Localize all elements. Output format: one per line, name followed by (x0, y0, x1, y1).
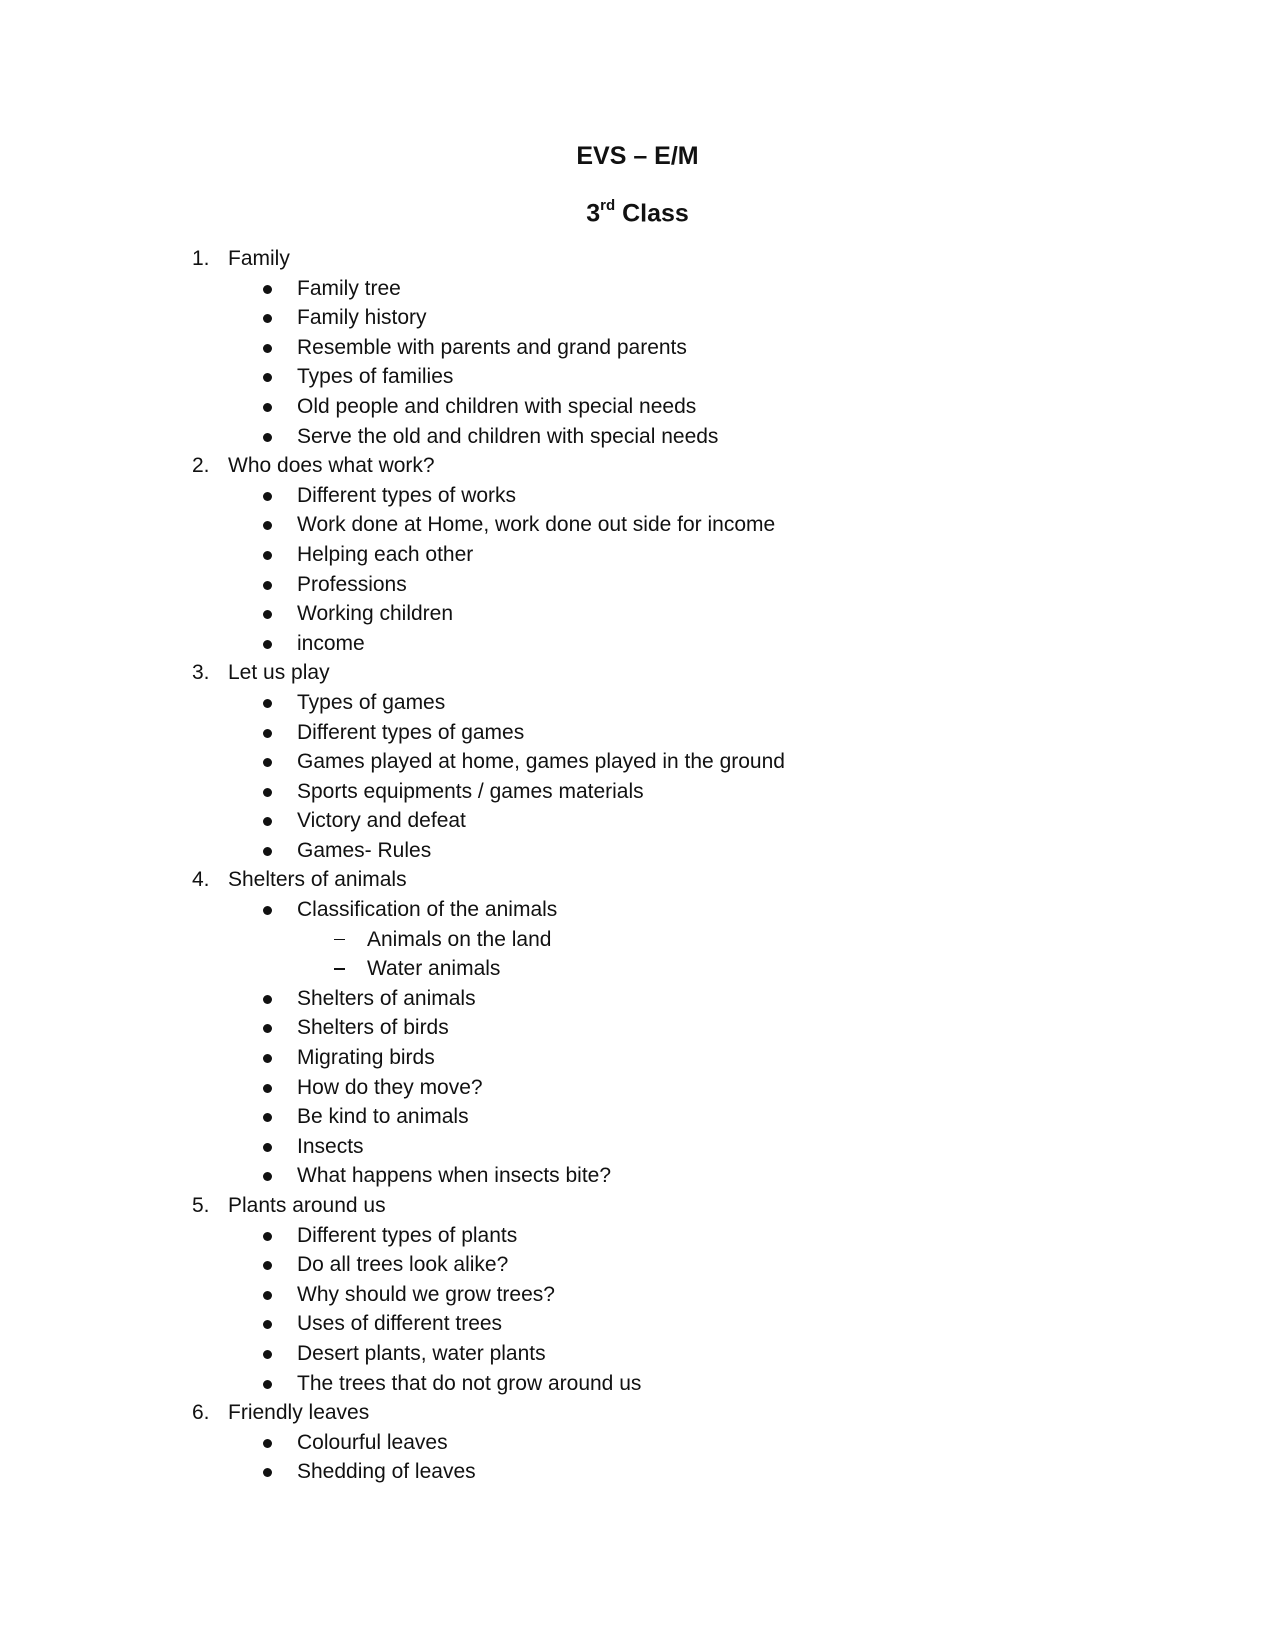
subtopic-item (0, 481, 1275, 511)
subtopic-item (0, 1221, 1275, 1251)
subtopic-item (0, 1043, 1275, 1073)
subtopic-text: Migrating birds (297, 1046, 435, 1070)
topic-number: 1. (192, 247, 210, 270)
topic-item (0, 658, 1275, 688)
bullet-icon (263, 729, 272, 738)
sub-subtopic-item (0, 925, 1275, 955)
subtopic-text: Classification of the animals (297, 898, 558, 922)
bullet-icon (263, 788, 272, 797)
topic-item (0, 1191, 1275, 1221)
bullet-icon (263, 403, 272, 412)
sub-subtopic-text: Water animals (367, 957, 501, 981)
bullet-icon (263, 758, 272, 767)
subtopic-item (0, 1280, 1275, 1310)
bullet-icon (263, 521, 272, 530)
subtopic-item (0, 1013, 1275, 1043)
subtopic-item (0, 688, 1275, 718)
bullet-icon (263, 995, 272, 1004)
subtopic-text: How do they move? (297, 1075, 483, 1099)
subtopic-text: Different types of plants (297, 1223, 518, 1247)
topic-title: Shelters of animals (228, 868, 407, 892)
bullet-icon (263, 1113, 272, 1122)
subtopic-item (0, 777, 1275, 807)
bullet-icon (263, 847, 272, 856)
subtopic-item (0, 836, 1275, 866)
bullet-icon (263, 610, 272, 619)
sub-subtopic-item (0, 954, 1275, 984)
bullet-icon (263, 1320, 272, 1329)
dash-icon (334, 939, 345, 941)
subtopic-item (0, 1250, 1275, 1280)
topic-number: 2. (192, 454, 210, 478)
subtopic-text: Do all trees look alike? (297, 1253, 509, 1277)
subtopic-text: Games played at home, games played in the ground (297, 750, 785, 774)
bullet-icon (263, 1468, 272, 1477)
bullet-icon (263, 1350, 272, 1359)
bullet-icon (263, 581, 272, 590)
subtopic-text: Types of games (297, 690, 446, 714)
class-heading (0, 193, 1275, 228)
subtopic-item (0, 1102, 1275, 1132)
subtopic-item (0, 1132, 1275, 1162)
subtopic-item (0, 984, 1275, 1014)
topic-title: Plants around us (228, 1194, 386, 1217)
subtopic-item (0, 422, 1275, 452)
bullet-icon (263, 817, 272, 826)
class-number: 3 (586, 199, 601, 228)
subtopic-text: income (297, 631, 365, 655)
subtopic-text: Desert plants, water plants (297, 1341, 546, 1365)
bullet-icon (263, 1054, 272, 1063)
subtopic-item (0, 1339, 1275, 1369)
subtopic-text: Resemble with parents and grand parents (297, 335, 687, 359)
subtopic-item (0, 540, 1275, 570)
subtopic-item (0, 510, 1275, 540)
subtopic-text: Colourful leaves (297, 1430, 448, 1454)
subtopic-text: Games- Rules (297, 838, 432, 862)
bullet-icon (263, 344, 272, 353)
subtopic-text: Work done at Home, work done out side for income (297, 513, 776, 537)
class-word: Class (622, 199, 689, 228)
bullet-icon (263, 1380, 272, 1389)
bullet-icon (263, 640, 272, 649)
bullet-icon (263, 314, 272, 323)
subtopic-item (0, 274, 1275, 304)
subtopic-text: Sports equipments / games materials (297, 779, 644, 803)
subtopic-text: Insects (297, 1134, 364, 1158)
subtopic-item (0, 1309, 1275, 1339)
sub-subtopic-text: Animals on the land (367, 927, 552, 951)
bullet-icon (263, 1143, 272, 1152)
subtopic-item (0, 1073, 1275, 1103)
bullet-icon (263, 1291, 272, 1300)
topic-number: 6. (192, 1401, 210, 1425)
subtopic-text: Family history (297, 306, 427, 330)
subtopic-item (0, 1457, 1275, 1487)
topic-item (0, 451, 1275, 481)
topic-item (0, 1398, 1275, 1428)
subtopic-text: Victory and defeat (297, 809, 466, 833)
subtopic-item (0, 392, 1275, 422)
subtopic-text: Serve the old and children with special needs (297, 424, 719, 448)
subtopic-text: Working children (297, 602, 454, 626)
subtopic-text: Professions (297, 572, 407, 596)
subtopic-item (0, 806, 1275, 836)
subtopic-text: What happens when insects bite? (297, 1164, 612, 1188)
subtopic-item (0, 747, 1275, 777)
subtopic-item (0, 629, 1275, 659)
topic-outline (0, 244, 1275, 1487)
bullet-icon (263, 699, 272, 708)
bullet-icon (263, 492, 272, 501)
subtopic-text: Be kind to animals (297, 1105, 469, 1129)
subtopic-text: Why should we grow trees? (297, 1282, 555, 1306)
subtopic-text: Helping each other (297, 542, 474, 566)
bullet-icon (263, 433, 272, 442)
subtopic-text: Shelters of birds (297, 1016, 449, 1040)
topic-title: Let us play (228, 661, 330, 685)
subtopic-item (0, 570, 1275, 600)
subtopic-text: Old people and children with special needs (297, 394, 697, 418)
subtopic-text: Shedding of leaves (297, 1460, 476, 1484)
topic-number: 4. (192, 868, 210, 892)
class-suffix: rd (600, 197, 616, 214)
bullet-icon (263, 906, 272, 915)
bullet-icon (263, 1439, 272, 1448)
bullet-icon (263, 285, 272, 294)
subtopic-text: Different types of games (297, 720, 525, 744)
bullet-icon (263, 1084, 272, 1093)
subtopic-text: Different types of works (297, 483, 517, 507)
subtopic-text: The trees that do not grow around us (297, 1371, 642, 1395)
subtopic-item (0, 599, 1275, 629)
topic-title: Who does what work? (228, 454, 435, 478)
subtopic-item (0, 362, 1275, 392)
topic-title: Friendly leaves (228, 1401, 370, 1425)
document-title: EVS – E/M (576, 142, 699, 170)
topic-title: Family (228, 247, 290, 270)
subtopic-item (0, 1369, 1275, 1399)
bullet-icon (263, 1261, 272, 1270)
topic-item (0, 244, 1275, 274)
bullet-icon (263, 373, 272, 382)
dash-icon (334, 968, 345, 970)
topic-number: 3. (192, 661, 210, 685)
topic-item (0, 865, 1275, 895)
subtopic-item (0, 303, 1275, 333)
bullet-icon (263, 1024, 272, 1033)
subtopic-text: Uses of different trees (297, 1312, 503, 1336)
subtopic-item (0, 718, 1275, 748)
bullet-icon (263, 1232, 272, 1241)
bullet-icon (263, 551, 272, 560)
subtopic-item (0, 895, 1275, 925)
subtopic-item (0, 1161, 1275, 1191)
subtopic-item (0, 1428, 1275, 1458)
subtopic-text: Shelters of animals (297, 986, 476, 1010)
bullet-icon (263, 1172, 272, 1181)
subtopic-item (0, 333, 1275, 363)
subtopic-text: Types of families (297, 365, 454, 389)
subtopic-text: Family tree (297, 276, 401, 300)
topic-number: 5. (192, 1194, 210, 1217)
